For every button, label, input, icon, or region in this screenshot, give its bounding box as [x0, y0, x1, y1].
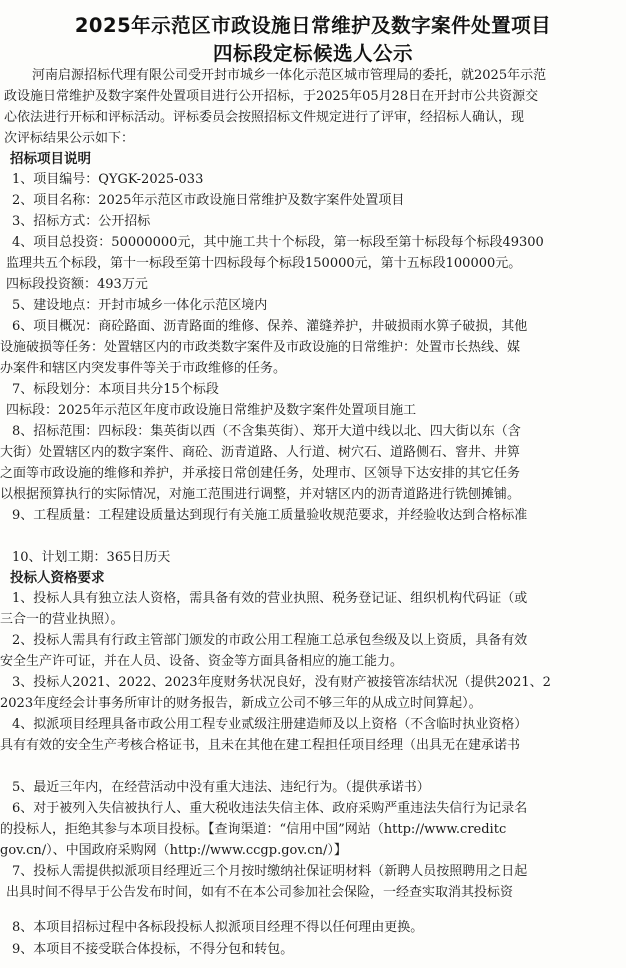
list-item: 8、招标范围：四标段：集英街以西（不含集英街）、郑开大道中线以北、四大街以东（含 — [12, 424, 521, 439]
section-heading-bidder-requirements: 投标人资格要求 — [10, 570, 105, 586]
list-item: 6、对于被列入失信被执行人、重大税收违法失信主体、政府采购严重违法失信行为记录名 — [12, 801, 528, 816]
intro-line: 次评标结果公示如下： — [4, 131, 135, 146]
list-item: 5、建设地点：开封市城乡一体化示范区境内 — [12, 298, 268, 313]
list-item: 的投标人，拒绝其参与本项目投标。【查询渠道：“信用中国”网站（http://www.creditc — [0, 822, 507, 837]
list-item: 具有有效的安全生产考核合格证书，且未在其他在建工程担任项目经理（出具无在建承诺书 — [0, 738, 521, 753]
list-item: 9、工程质量：工程建设质量达到现行有关施工质量验收规范要求，并经验收达到合格标准 — [12, 508, 528, 523]
list-item: 2、投标人需具有行政主管部门颁发的市政公用工程施工总承包叁级及以上资质，具备有效 — [12, 633, 528, 648]
list-item: gov.cn/）、中国政府采购网（http://www.ccgp.gov.cn/）】 — [0, 843, 347, 858]
section-heading-project-info: 招标项目说明 — [10, 151, 91, 167]
announcement-title-line2: 四标段定标候选人公示 — [212, 42, 413, 65]
list-item: 4、项目总投资：50000000元，其中施工共十个标段，第一标段至第十标段每个标段49300 — [12, 235, 544, 250]
list-item: 2023年度经会计事务所审计的财务报告，新成立公司不够三年的从成立时间算起）。 — [0, 696, 482, 711]
list-item: 办案件和辖区内突发事件等关于市政维修的任务。 — [0, 361, 287, 376]
list-item: 出具时间不得早于公告发布时间，如有不在本公司参加社会保险，一经查实取消其投标资 — [6, 885, 514, 900]
announcement-title-line1: 2025年示范区市政设施日常维护及数字案件处置项目 — [74, 14, 552, 37]
list-item: 10、计划工期：365日历天 — [12, 550, 171, 565]
intro-line: 心依法进行开标和评标活动。评标委员会按照招标文件规定进行了评审，经招标人确认，现 — [4, 110, 525, 125]
list-item: 监理共五个标段，第十一标段至第十四标段每个标段150000元，第十五标段100000元。 — [6, 256, 522, 271]
list-item: 四标段：2025年示范区年度市政设施日常维护及数字案件处置项目施工 — [6, 403, 417, 418]
list-item: 5、最近三年内，在经营活动中没有重大违法、违纪行为。（提供承诺书） — [12, 780, 430, 795]
list-item: 7、投标人需提供拟派项目经理近三个月按时缴纳社保证明材料（新聘人员按照聘用之日起 — [12, 864, 528, 879]
list-item: 3、招标方式：公开招标 — [12, 214, 151, 229]
list-item: 7、标段划分：本项目共分15个标段 — [12, 382, 219, 397]
list-item: 设施破损等任务：处置辖区内的市政类数字案件及市政设施的日常维护：处置市长热线、媒 — [0, 340, 521, 355]
list-item: 大街）处置辖区内的数字案件、商砼、沥青道路、人行道、树穴石、道路侧石、窨井、井箅 — [0, 445, 521, 460]
list-item: 三合一的营业执照）。 — [0, 612, 124, 627]
list-item: 安全生产许可证，并在人员、设备、资金等方面具备相应的施工能力。 — [0, 654, 404, 669]
list-item: 2、项目名称：2025年示范区市政设施日常维护及数字案件处置项目 — [12, 193, 405, 208]
intro-line: 政设施日常维护及数字案件处置项目进行公开招标，于2025年05月28日在开封市公共资源交 — [4, 89, 539, 104]
list-item: 3、投标人2021、2022、2023年度财务状况良好，没有财产被接管冻结状况（提供2021、2 — [12, 675, 551, 690]
list-item: 4、拟派项目经理具备市政公用工程专业贰级注册建造师及以上资格（不含临时执业资格） — [12, 717, 528, 732]
list-item: 之面等市政设施的维修和养护，并承接日常创建任务，处理市、区领导下达安排的其它任务 — [0, 466, 521, 481]
list-item: 9、本项目不接受联合体投标，不得分包和转包。 — [12, 942, 294, 957]
intro-line: 河南启源招标代理有限公司受开封市城乡一体化示范区城市管理局的委托，就2025年示范 — [32, 68, 547, 83]
list-item: 1、投标人具有独立法人资格，需具备有效的营业执照、税务登记证、组织机构代码证（或 — [12, 591, 528, 606]
list-item: 四标段投资额：493万元 — [6, 277, 148, 292]
list-item: 1、项目编号：QYGK-2025-033 — [12, 172, 204, 187]
list-item: 6、项目概况：商砼路面、沥青路面的维修、保养、灌缝养护，井破损雨水箅子破损，其他 — [12, 319, 528, 334]
list-item: 以根据预算执行的实际情况，对施工范围进行调整，并对辖区内的沥青道路进行铣刨摊铺。 — [0, 487, 521, 502]
list-item: 8、本项目招标过程中各标段投标人拟派项目经理不得以任何理由更换。 — [12, 920, 424, 935]
